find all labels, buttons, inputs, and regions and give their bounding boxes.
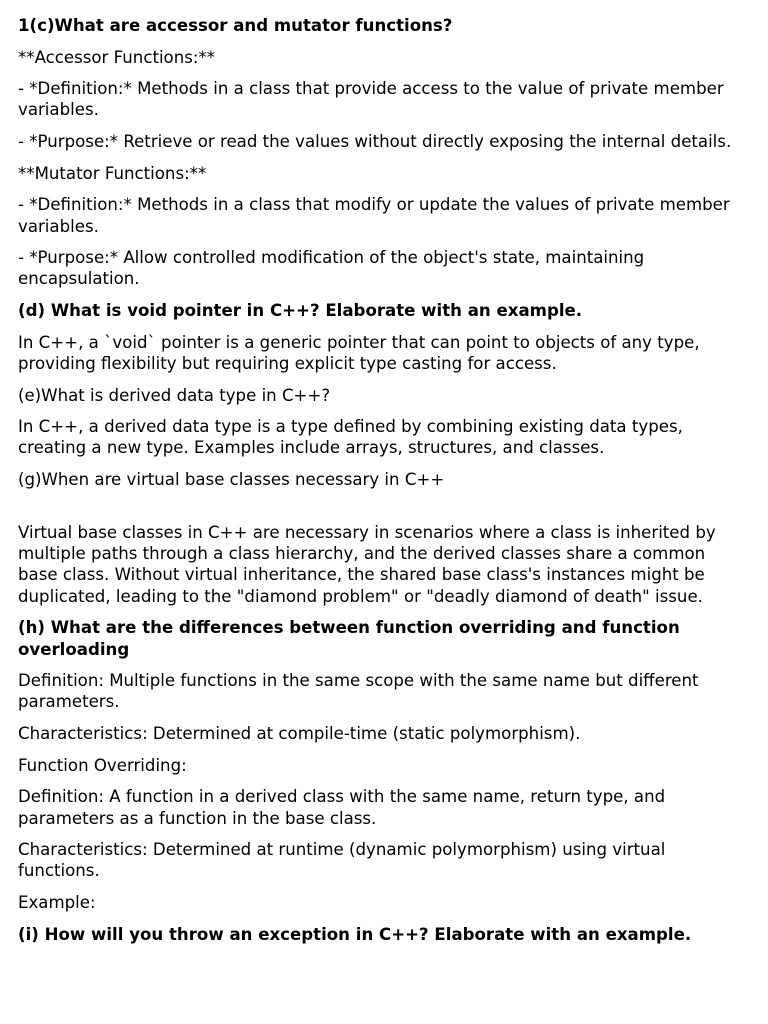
example-label: Example: xyxy=(18,893,96,913)
question-heading-e: (e)What is derived data type in C++? xyxy=(18,385,331,405)
derived-data-type-answer: In C++, a derived data type is a type defined by combining existing data types, creating a new type. Examples include arrays, structures, and classes. xyxy=(18,417,683,458)
void-pointer-answer: In C++, a `void` pointer is a generic pointer that can point to objects of any type, providing flexibility but requiring explicit type casting for access. xyxy=(18,332,700,373)
accessor-functions-label: **Accessor Functions:** xyxy=(18,47,216,67)
accessor-purpose: - *Purpose:* Retrieve or read the values without directly exposing the internal details. xyxy=(18,132,732,152)
accessor-definition: - *Definition:* Methods in a class that provide access to the value of private member variables. xyxy=(18,79,724,120)
virtual-base-classes-answer: Virtual base classes in C++ are necessary in scenarios where a class is inherited by multiple paths through a class hierarchy, and the derived classes share a common base class. Without virtual inheritance, the shared base class's instances might be duplicated, leading to the "diamond problem" or "deadly diamond of death" issue. xyxy=(18,522,716,606)
mutator-functions-label: **Mutator Functions:** xyxy=(18,163,207,183)
overriding-characteristics: Characteristics: Determined at runtime (dynamic polymorphism) using virtual functions. xyxy=(18,840,666,881)
question-heading-1c: 1(c)What are accessor and mutator functions? xyxy=(18,16,453,35)
overloading-characteristics: Characteristics: Determined at compile-time (static polymorphism). xyxy=(18,724,581,744)
mutator-definition: - *Definition:* Methods in a class that modify or update the values of private member variables. xyxy=(18,195,730,236)
question-heading-d: (d) What is void pointer in C++? Elaborate with an example. xyxy=(18,301,583,321)
overloading-definition: Definition: Multiple functions in the same scope with the same name but different parameters. xyxy=(18,671,699,712)
mutator-purpose: - *Purpose:* Allow controlled modification of the object's state, maintaining encapsulation. xyxy=(18,248,645,289)
document-page xyxy=(18,15,748,955)
question-heading-i: (i) How will you throw an exception in C++? Elaborate with an example. xyxy=(18,924,692,944)
function-overriding-label: Function Overriding: xyxy=(18,755,187,775)
overriding-definition: Definition: A function in a derived class with the same name, return type, and parameters as a function in the base class. xyxy=(18,787,666,828)
question-heading-g: (g)When are virtual base classes necessary in C++ xyxy=(18,470,445,490)
question-heading-h: (h) What are the differences between function overriding and function overloading xyxy=(18,618,680,659)
